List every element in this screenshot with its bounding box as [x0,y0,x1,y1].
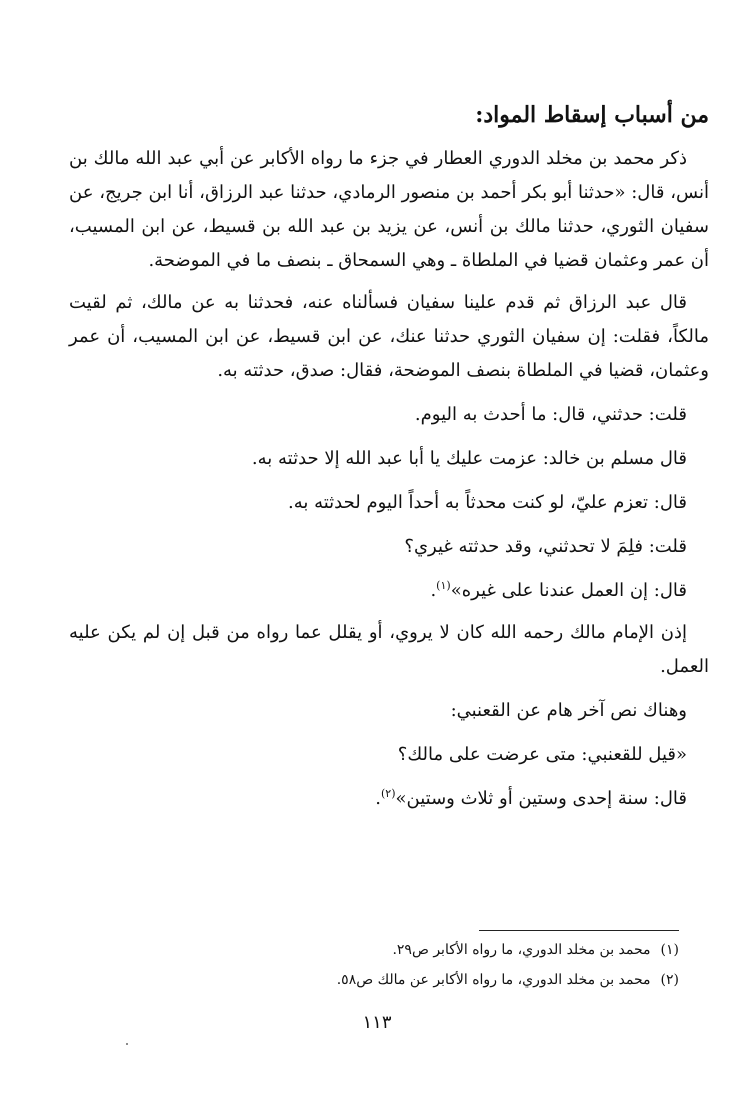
quote-block [69,694,709,816]
dialogue-line-2: قال مسلم بن خالد: عزمت عليك يا أبا عبد الله إلا حدثته به. [251,448,687,469]
page-number: ١١٣ [362,1012,392,1033]
dialogue-line-5-end: . [430,580,437,601]
footnote-1 [79,935,679,965]
quote-line-3 [69,782,709,816]
section-heading: من أسباب إسقاط المواد: [475,102,709,128]
footnotes [79,935,679,995]
quote-line-1: وهناك نص آخر هام عن القعنبي: [450,700,687,721]
dialogue-line-1: قلت: حدثني، قال: ما أحدث به اليوم. [414,404,687,425]
footnote-2 [79,965,679,995]
quote-line-3-text: قال: سنة إحدى وستين أو ثلاث وستين» [395,788,687,809]
paragraph-2: قال عبد الرزاق ثم قدم علينا سفيان فسألناه عنه، فحدثنا به عن مالك، ثم لقيت مالكاً، فقلت: إن سفيان الثوري حدثنا عنك، عن ابن قسيط، عن ابن المسيب، أن عمر وعثمان، قضيا في الملطاة بنصف الموضحة، فقال: صدق، حدثته به. [69,292,709,381]
paragraph-1: ذكر محمد بن مخلد الدوري العطار في جزء ما رواه الأكابر عن أبي عبد الله مالك بن أنس، قال: «حدثنا أبو بكر أحمد بن منصور الرمادي، حدثنا عبد الرزاق، أنا ابن جريج، عن سفيان الثوري، حدثنا مالك بن أنس، عن يزيد بن عبد الله بن قسيط، عن ابن المسيب، أن عمر وعثمان قضيا في الملطاة ـ وهي السمحاق ـ بنصف ما في الموضحة. [69,148,709,271]
quote-line-3-end: . [375,788,381,809]
dialogue-block [69,398,709,608]
dialogue-line-3: قال: تعزم عليّ، لو كنت محدثاً به أحداً اليوم لحدثته به. [287,492,687,513]
dialogue-line-5 [69,574,709,608]
footnote-ref-2[interactable]: (٢) [381,787,396,800]
dialogue-line-4: قلت: فلِمَ لا تحدثني، وقد حدثته غيري؟ [404,536,687,557]
main-text [69,92,709,816]
footnote-1-number: (١) [660,942,679,958]
footnote-1-text: محمد بن مخلد الدوري، ما رواه الأكابر ص٢٩. [392,942,651,958]
footnote-divider [479,930,679,931]
scan-speck [126,1043,128,1045]
footnote-2-number: (٢) [660,972,679,988]
footnote-2-text: محمد بن مخلد الدوري، ما رواه الأكابر عن مالك ص٥٨. [336,972,651,988]
footnote-ref-1[interactable]: (١) [436,579,451,592]
quote-line-2: «قيل للقعنبي: متى عرضت على مالك؟ [397,744,687,765]
paragraph-3: إذن الإمام مالك رحمه الله كان لا يروي، أو يقلل عما رواه من قبل إن لم يكن عليه العمل. [69,622,709,677]
dialogue-line-5-text: قال: إن العمل عندنا على غيره» [450,580,687,601]
